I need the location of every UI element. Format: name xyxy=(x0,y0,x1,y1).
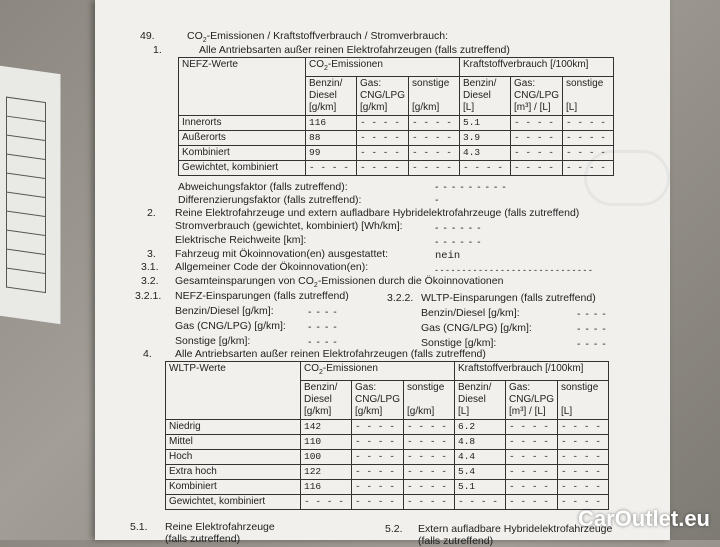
section-number-3-2-2: 3.2.2. xyxy=(387,292,414,304)
stromverbrauch-value: - - - - - - xyxy=(435,222,482,234)
wltp-cell: - - - - xyxy=(455,495,506,510)
nefz-cell: 5.1 xyxy=(460,116,511,131)
wltp-row xyxy=(166,465,609,480)
nefz-subheader: Benzin/ Diesel [g/km] xyxy=(306,77,357,116)
wltp-subheader: Benzin/ Diesel [g/km] xyxy=(301,381,352,420)
document-page xyxy=(95,0,670,547)
section-number-1: 1. xyxy=(153,44,162,56)
wltp-cell: - - - - xyxy=(558,435,609,450)
spar-left-label-1: Benzin/Diesel [g/km]: xyxy=(175,305,274,317)
nefz-cell: 116 xyxy=(306,116,357,131)
nefz-cell: 4.3 xyxy=(460,146,511,161)
caroutlet-watermark: CarOutlet.eu xyxy=(577,506,710,531)
nefz-subheader: Gas: CNG/LPG [g/km] xyxy=(357,77,409,116)
wltp-cell: - - - - xyxy=(404,480,455,495)
oeko-code-label: Allgemeiner Code der Ökoinnovation(en): xyxy=(175,261,369,273)
wltp-row xyxy=(166,435,609,450)
wltp-cell: - - - - xyxy=(352,450,404,465)
section-label-4: Alle Antriebsarten außer reinen Elektrofahrzeugen (falls zutreffend) xyxy=(175,348,486,360)
wltp-subheader: Benzin/ Diesel [L] xyxy=(455,381,506,420)
wltp-row-label: Hoch xyxy=(166,450,301,465)
wltp-row xyxy=(166,420,609,435)
section-sub-5-2: (falls zutreffend) xyxy=(418,535,494,547)
wltp-fuel-header: Kraftstoffverbrauch [/100km] xyxy=(455,362,609,381)
wltp-cell: 4.4 xyxy=(455,450,506,465)
nefz-cell: - - - - xyxy=(357,146,409,161)
wltp-cell: 6.2 xyxy=(455,420,506,435)
section-sub-5-1: (falls zutreffend) xyxy=(165,533,241,545)
nefz-subheader: Benzin/ Diesel [L] xyxy=(460,77,511,116)
wltp-cell: 4.8 xyxy=(455,435,506,450)
abweichungsfaktor-label: Abweichungsfaktor (falls zutreffend): xyxy=(178,181,348,193)
wltp-cell: - - - - xyxy=(558,450,609,465)
spar-left-value-2: - - - - xyxy=(308,321,338,333)
nefz-cell: - - - - xyxy=(409,116,460,131)
reichweite-value: - - - - - - xyxy=(435,236,482,248)
spar-right-label-2: Gas (CNG/LPG) [g/km]: xyxy=(421,322,532,334)
wltp-row-label: Gewichtet, kombiniert xyxy=(166,495,301,510)
spar-right-value-3: - - - - xyxy=(577,338,607,350)
reichweite-label: Elektrische Reichweite [km]: xyxy=(175,234,307,246)
nefz-cell: - - - - xyxy=(511,146,563,161)
wltp-cell: - - - - xyxy=(558,495,609,510)
wltp-row xyxy=(166,480,609,495)
section-label-5-1: Reine Elektrofahrzeuge xyxy=(165,521,275,533)
wltp-cell: - - - - xyxy=(506,450,558,465)
nefz-row xyxy=(179,116,614,131)
wltp-row xyxy=(166,495,609,510)
section-number-3-2-1: 3.2.1. xyxy=(135,290,162,302)
differenzierungsfaktor-value: - xyxy=(435,194,439,206)
spar-left-label-3: Sonstige [g/km]: xyxy=(175,335,251,347)
nefz-co2-header: $CO_2$-Emissionen xyxy=(306,58,460,77)
section-number-49: 49. xyxy=(140,30,155,42)
nefz-cell: 3.9 xyxy=(460,131,511,146)
nefz-fuel-header: Kraftstoffverbrauch [/100km] xyxy=(460,58,614,77)
nefz-cell: - - - - xyxy=(563,131,614,146)
wltp-cell: - - - - xyxy=(404,495,455,510)
nefz-subheader: Gas: CNG/LPG [m³] / [L] xyxy=(511,77,563,116)
wltp-cell: - - - - xyxy=(558,420,609,435)
wltp-row-label: Mittel xyxy=(166,435,301,450)
nefz-cell: 88 xyxy=(306,131,357,146)
nefz-cell: - - - - xyxy=(511,116,563,131)
wltp-row-label: Extra hoch xyxy=(166,465,301,480)
section-label-5-2: Extern aufladbare Hybridelektrofahrzeuge xyxy=(418,523,613,535)
nefz-title: NEFZ-Werte xyxy=(179,58,306,116)
wltp-cell: 5.1 xyxy=(455,480,506,495)
nefz-row xyxy=(179,131,614,146)
spar-right-value-2: - - - - xyxy=(577,323,607,335)
nefz-row xyxy=(179,161,614,176)
spar-right-label-3: Sonstige [g/km]: xyxy=(421,337,497,349)
section-title-49: $CO_2$-Emissionen / Kraftstoffverbrauch / Stromverbrauch: xyxy=(187,30,449,45)
nefz-einsparungen-label: NEFZ-Einsparungen (falls zutreffend) xyxy=(175,290,349,302)
nefz-subheader: sonstige [g/km] xyxy=(409,77,460,116)
spar-left-value-1: - - - - xyxy=(308,306,338,318)
nefz-cell: - - - - xyxy=(563,116,614,131)
section-number-3-2: 3.2. xyxy=(141,275,159,287)
wltp-cell: - - - - xyxy=(352,435,404,450)
wltp-cell: - - - - xyxy=(352,420,404,435)
nefz-table xyxy=(178,57,614,176)
nefz-cell: - - - - xyxy=(460,161,511,176)
wltp-cell: - - - - xyxy=(404,450,455,465)
stromverbrauch-label: Stromverbrauch (gewichtet, kombiniert) [Wh/km]: xyxy=(175,220,403,232)
nefz-cell: - - - - xyxy=(409,146,460,161)
wltp-cell: - - - - xyxy=(352,495,404,510)
nefz-cell: - - - - xyxy=(563,161,614,176)
nefz-cell: - - - - xyxy=(306,161,357,176)
section-number-5-2: 5.2. xyxy=(385,523,403,535)
wltp-cell: - - - - xyxy=(506,435,558,450)
wltp-row-label: Kombiniert xyxy=(166,480,301,495)
wltp-subheader: Gas: CNG/LPG [m³] / [L] xyxy=(506,381,558,420)
spar-right-value-1: - - - - xyxy=(577,308,607,320)
wltp-cell: - - - - xyxy=(506,465,558,480)
nefz-cell: - - - - xyxy=(409,131,460,146)
wltp-cell: - - - - xyxy=(301,495,352,510)
nefz-cell: - - - - xyxy=(409,161,460,176)
wltp-cell: 5.4 xyxy=(455,465,506,480)
wltp-einsparungen-label: WLTP-Einsparungen (falls zutreffend) xyxy=(421,292,596,304)
nefz-cell: - - - - xyxy=(511,131,563,146)
wltp-cell: - - - - xyxy=(404,435,455,450)
wltp-table xyxy=(165,361,609,510)
nefz-row xyxy=(179,146,614,161)
wltp-cell: - - - - xyxy=(506,420,558,435)
nefz-cell: - - - - xyxy=(511,161,563,176)
section-number-3-1: 3.1. xyxy=(141,261,159,273)
nefz-cell: - - - - xyxy=(357,161,409,176)
wltp-cell: - - - - xyxy=(352,480,404,495)
background-form-cells xyxy=(6,97,46,294)
spar-left-label-2: Gas (CNG/LPG) [g/km]: xyxy=(175,320,286,332)
gesamteinsparungen-label: Gesamteinsparungen von $CO_2$-Emissionen durch die Ökoinnovationen xyxy=(175,275,504,290)
section-number-5-1: 5.1. xyxy=(130,521,148,533)
section-label-2: Reine Elektrofahrzeuge und extern aufladbare Hybridelektrofahrzeuge (falls zutreffend) xyxy=(175,207,580,219)
spar-left-value-3: - - - - xyxy=(308,336,338,348)
nefz-cell: 99 xyxy=(306,146,357,161)
wltp-cell: 110 xyxy=(301,435,352,450)
wltp-cell: 122 xyxy=(301,465,352,480)
wltp-row-label: Niedrig xyxy=(166,420,301,435)
background-form xyxy=(0,66,61,325)
oeko-code-value: - - - - - - - - - - - - - - - - - - - - - - - - - - - - - xyxy=(435,265,592,275)
section-number-3: 3. xyxy=(147,248,156,260)
wltp-subheader: Gas: CNG/LPG [g/km] xyxy=(352,381,404,420)
differenzierungsfaktor-label: Differenzierungsfaktor (falls zutreffend): xyxy=(178,194,362,206)
wltp-cell: - - - - xyxy=(404,465,455,480)
nefz-subheader: sonstige [L] xyxy=(563,77,614,116)
section-label-1: Alle Antriebsarten außer reinen Elektrofahrzeugen (falls zutreffend) xyxy=(199,44,510,56)
nefz-row-label: Kombiniert xyxy=(179,146,306,161)
wltp-co2-header: $CO_2$-Emissionen xyxy=(301,362,455,381)
nefz-cell: - - - - xyxy=(357,131,409,146)
wltp-cell: 116 xyxy=(301,480,352,495)
wltp-cell: - - - - xyxy=(404,420,455,435)
wltp-title: WLTP-Werte xyxy=(166,362,301,420)
nefz-row-label: Außerorts xyxy=(179,131,306,146)
nefz-row-label: Gewichtet, kombiniert xyxy=(179,161,306,176)
oekoinnovation-value: nein xyxy=(435,250,461,262)
wltp-cell: 100 xyxy=(301,450,352,465)
wltp-cell: - - - - xyxy=(558,465,609,480)
section-number-4: 4. xyxy=(143,348,152,360)
nefz-cell: - - - - xyxy=(563,146,614,161)
abweichungsfaktor-value: - - - - - - - - - xyxy=(435,181,507,193)
wltp-cell: - - - - xyxy=(506,480,558,495)
nefz-cell: - - - - xyxy=(357,116,409,131)
section-number-2: 2. xyxy=(147,207,156,219)
nefz-row-label: Innerorts xyxy=(179,116,306,131)
wltp-subheader: sonstige [L] xyxy=(558,381,609,420)
oekoinnovation-label: Fahrzeug mit Ökoinnovation(en) ausgestattet: xyxy=(175,248,389,260)
wltp-cell: - - - - xyxy=(558,480,609,495)
wltp-subheader: sonstige [g/km] xyxy=(404,381,455,420)
wltp-cell: - - - - xyxy=(506,495,558,510)
wltp-cell: - - - - xyxy=(352,465,404,480)
wltp-cell: 142 xyxy=(301,420,352,435)
wltp-row xyxy=(166,450,609,465)
spar-right-label-1: Benzin/Diesel [g/km]: xyxy=(421,307,520,319)
